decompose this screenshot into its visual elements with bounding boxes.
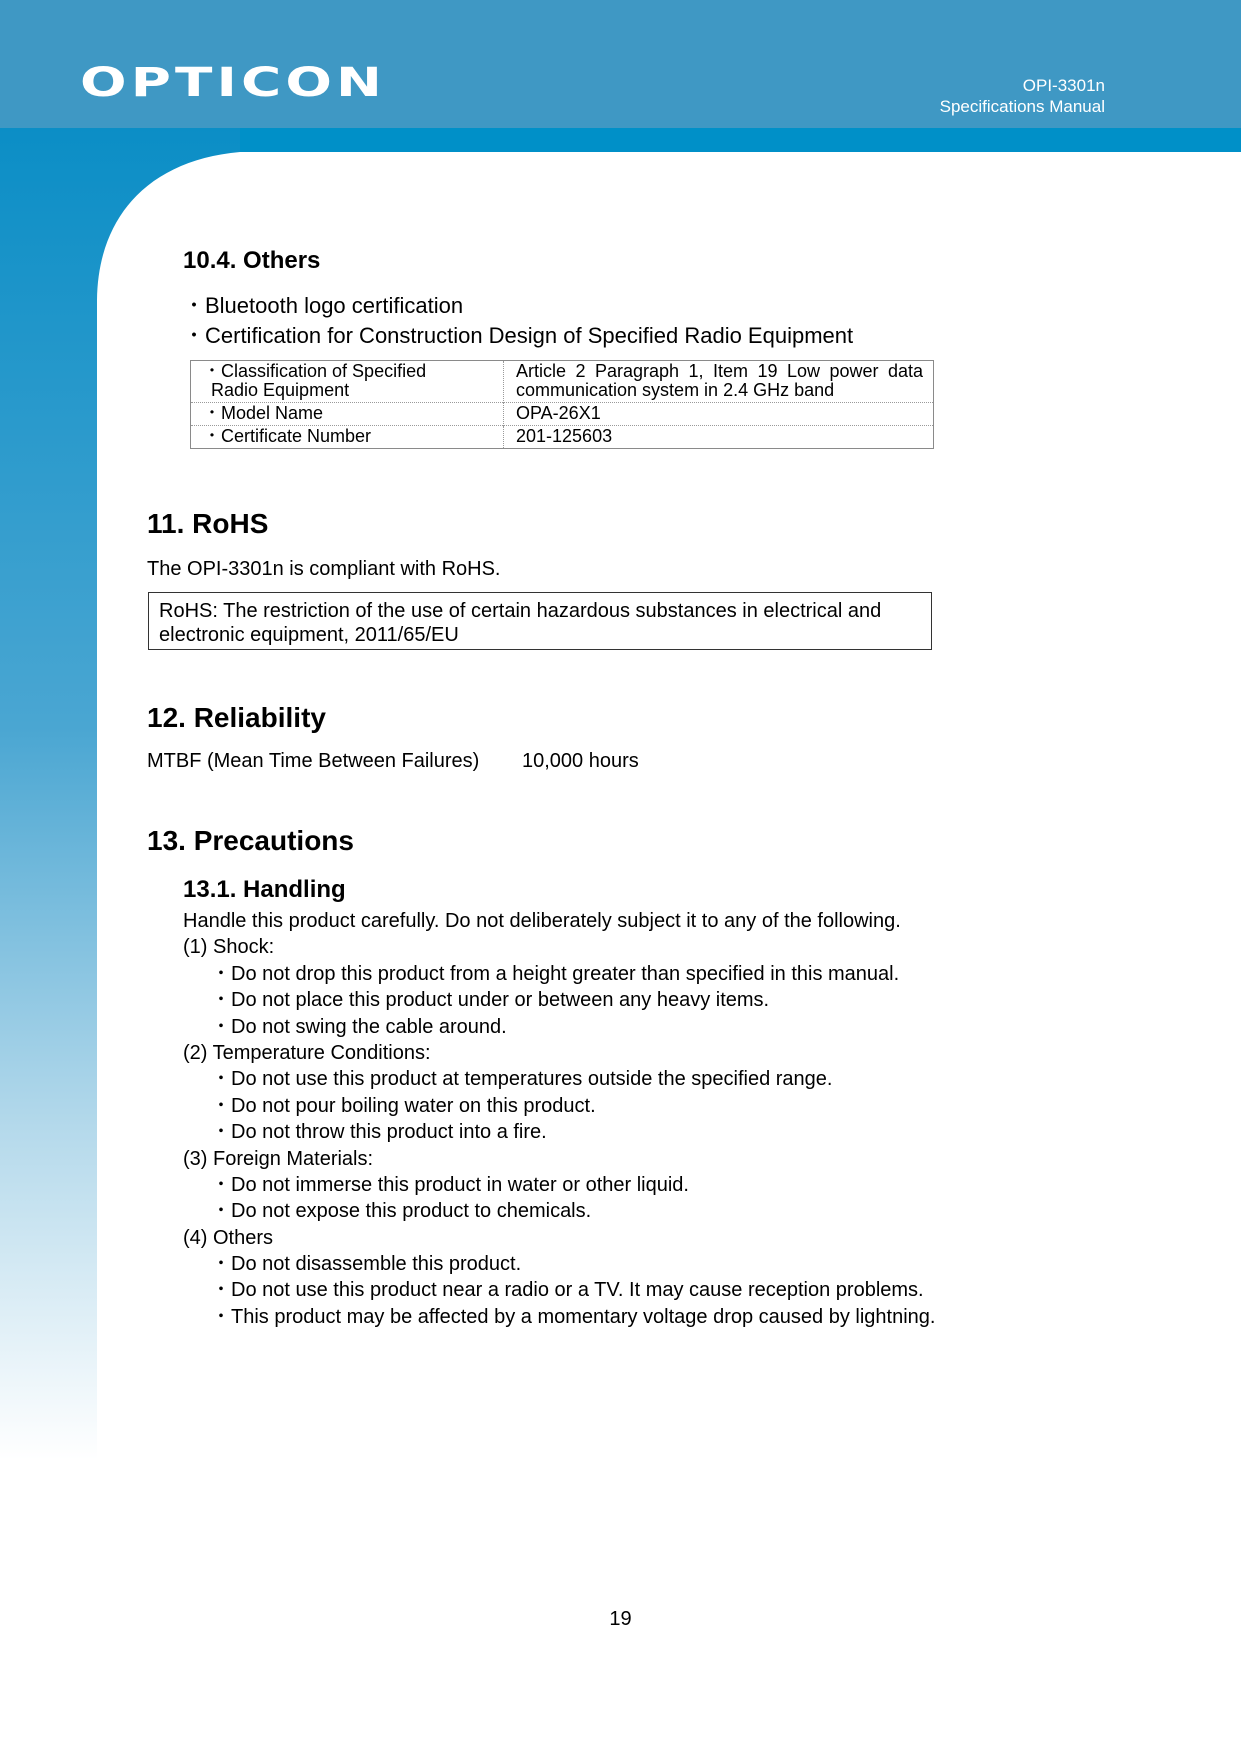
- list-item: ・Do not pour boiling water on this product.: [211, 1094, 596, 1117]
- mtbf-row: [147, 750, 639, 773]
- list-item: ・This product may be affected by a momentary voltage drop caused by lightning.: [211, 1305, 936, 1328]
- section-11-title: 11. RoHS: [147, 508, 269, 539]
- certification-list: [183, 291, 853, 351]
- certification-table: [190, 360, 934, 449]
- section-13-1-title: 13.1. Handling: [183, 876, 346, 903]
- mtbf-label: MTBF (Mean Time Between Failures): [147, 750, 480, 772]
- list-item: ・Do not use this product at temperatures outside the specified range.: [211, 1068, 833, 1091]
- opticon-logo: [80, 62, 390, 102]
- handling-precautions: [183, 908, 935, 1330]
- table-row: [191, 426, 934, 449]
- table-cell-label: ・Model Name: [191, 403, 504, 426]
- list-item: ・Do not place this product under or between any heavy items.: [211, 989, 770, 1012]
- category-heading: (3) Foreign Materials:: [183, 1147, 374, 1170]
- list-item: ・Certification for Construction Design of Specified Radio Equipment: [183, 323, 854, 348]
- header-accent-stripe: [180, 128, 1241, 152]
- rohs-statement: The OPI-3301n is compliant with RoHS.: [147, 558, 501, 580]
- table-row: [191, 361, 934, 403]
- list-item: ・Do not throw this product into a fire.: [211, 1121, 547, 1144]
- manual-title: Specifications Manual: [939, 97, 1105, 116]
- list-item: ・Do not drop this product from a height greater than specified in this manual.: [211, 962, 900, 985]
- table-cell-label: ・Certificate Number: [191, 426, 504, 449]
- table-row: [191, 403, 934, 426]
- list-item: ・Do not expose this product to chemicals.: [211, 1200, 592, 1223]
- table-cell-value: 201-125603: [504, 426, 934, 449]
- cell-text: ・Classification of Specified: [203, 361, 427, 381]
- rohs-note-box: RoHS: The restriction of the use of certain hazardous substances in electrical and electronic equipment, 2011/65/EU: [148, 592, 932, 650]
- model-number: OPI-3301n: [1022, 76, 1105, 95]
- cell-text: Radio Equipment: [211, 380, 350, 400]
- section-13-title: 13. Precautions: [147, 825, 354, 856]
- list-item: ・Do not immerse this product in water or other liquid.: [211, 1173, 689, 1196]
- list-item: ・Do not disassemble this product.: [211, 1253, 522, 1276]
- cell-text: communication system in 2.4 GHz band: [516, 380, 835, 400]
- mtbf-value: 10,000 hours: [522, 750, 639, 772]
- list-item: ・Bluetooth logo certification: [183, 293, 464, 318]
- table-cell-value: [504, 361, 934, 403]
- category-heading: (2) Temperature Conditions:: [183, 1041, 431, 1064]
- section-12-title: 12. Reliability: [147, 702, 326, 733]
- category-heading: (4) Others: [183, 1226, 274, 1249]
- cell-text: Article 2 Paragraph 1, Item 19 Low power data: [516, 361, 923, 381]
- section-10-4-title: 10.4. Others: [183, 247, 321, 274]
- page-number: 19: [609, 1608, 632, 1630]
- list-item: ・Do not swing the cable around.: [211, 1015, 507, 1038]
- svg-text:OPTICON: OPTICON: [80, 62, 386, 102]
- handling-intro: Handle this product carefully. Do not deliberately subject it to any of the following.: [183, 910, 901, 932]
- category-heading: (1) Shock:: [183, 936, 275, 959]
- list-item: ・Do not use this product near a radio or a TV. It may cause reception problems.: [211, 1279, 924, 1302]
- table-cell-label: [191, 361, 504, 403]
- table-cell-value: OPA-26X1: [504, 403, 934, 426]
- document-id: [940, 75, 1105, 117]
